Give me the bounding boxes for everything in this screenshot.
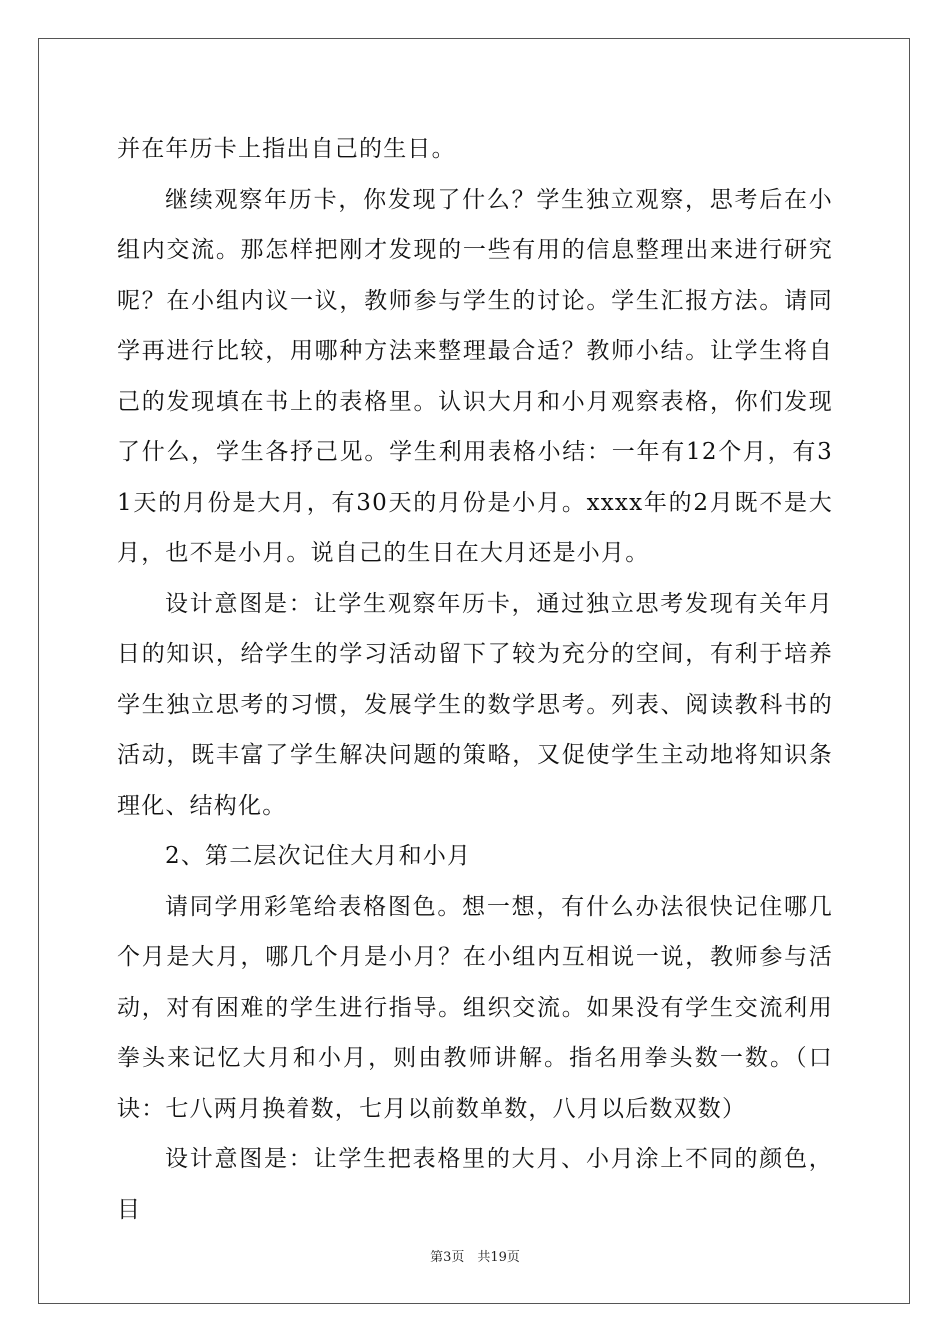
paragraph-2: 继续观察年历卡，你发现了什么？学生独立观察，思考后在小组内交流。那怎样把刚才发现的一些有用的信息整理出来进行研究呢？在小组内议一议，教师参与学生的讨论。学生汇报方法。请同学再进行比较，用哪种方法来整理最合适？教师小结。让学生将自己的发现填在书上的表格里。认识大月和小月观察表格，你们发现了什么，学生各抒己见。学生利用表格小结：一年有12个月，有31天的月份是大月，有30天的月份是小月。xxxx年的2月既不是大月，也不是小月。说自己的生日在大月还是小月。 xyxy=(117,186,833,566)
document-body xyxy=(117,124,833,1235)
paragraph-4: 请同学用彩笔给表格图色。想一想，有什么办法很快记住哪几个月是大月，哪几个月是小月？在小组内互相说一说，教师参与活动，对有困难的学生进行指导。组织交流。如果没有学生交流利用拳头来记忆大月和小月，则由教师讲解。指名用拳头数一数。（口诀：七八两月换着数，七月以前数单数，八月以后数双数） xyxy=(117,893,833,1122)
paragraph-5: 设计意图是：让学生把表格里的大月、小月涂上不同的颜色，目 xyxy=(117,1146,833,1223)
paragraph-3: 设计意图是：让学生观察年历卡，通过独立思考发现有关年月日的知识，给学生的学习活动留下了较为充分的空间，有利于培养学生独立思考的习惯，发展学生的数学思考。列表、阅读教科书的活动，既丰富了学生解决问题的策略，又促使学生主动地将知识条理化、结构化。 xyxy=(117,590,833,819)
page-number-footer: 第3页 共19页 xyxy=(430,1250,520,1265)
section-heading: 2、第二层次记住大月和小月 xyxy=(165,843,472,869)
paragraph-1: 并在年历卡上指出自己的生日。 xyxy=(117,136,456,162)
